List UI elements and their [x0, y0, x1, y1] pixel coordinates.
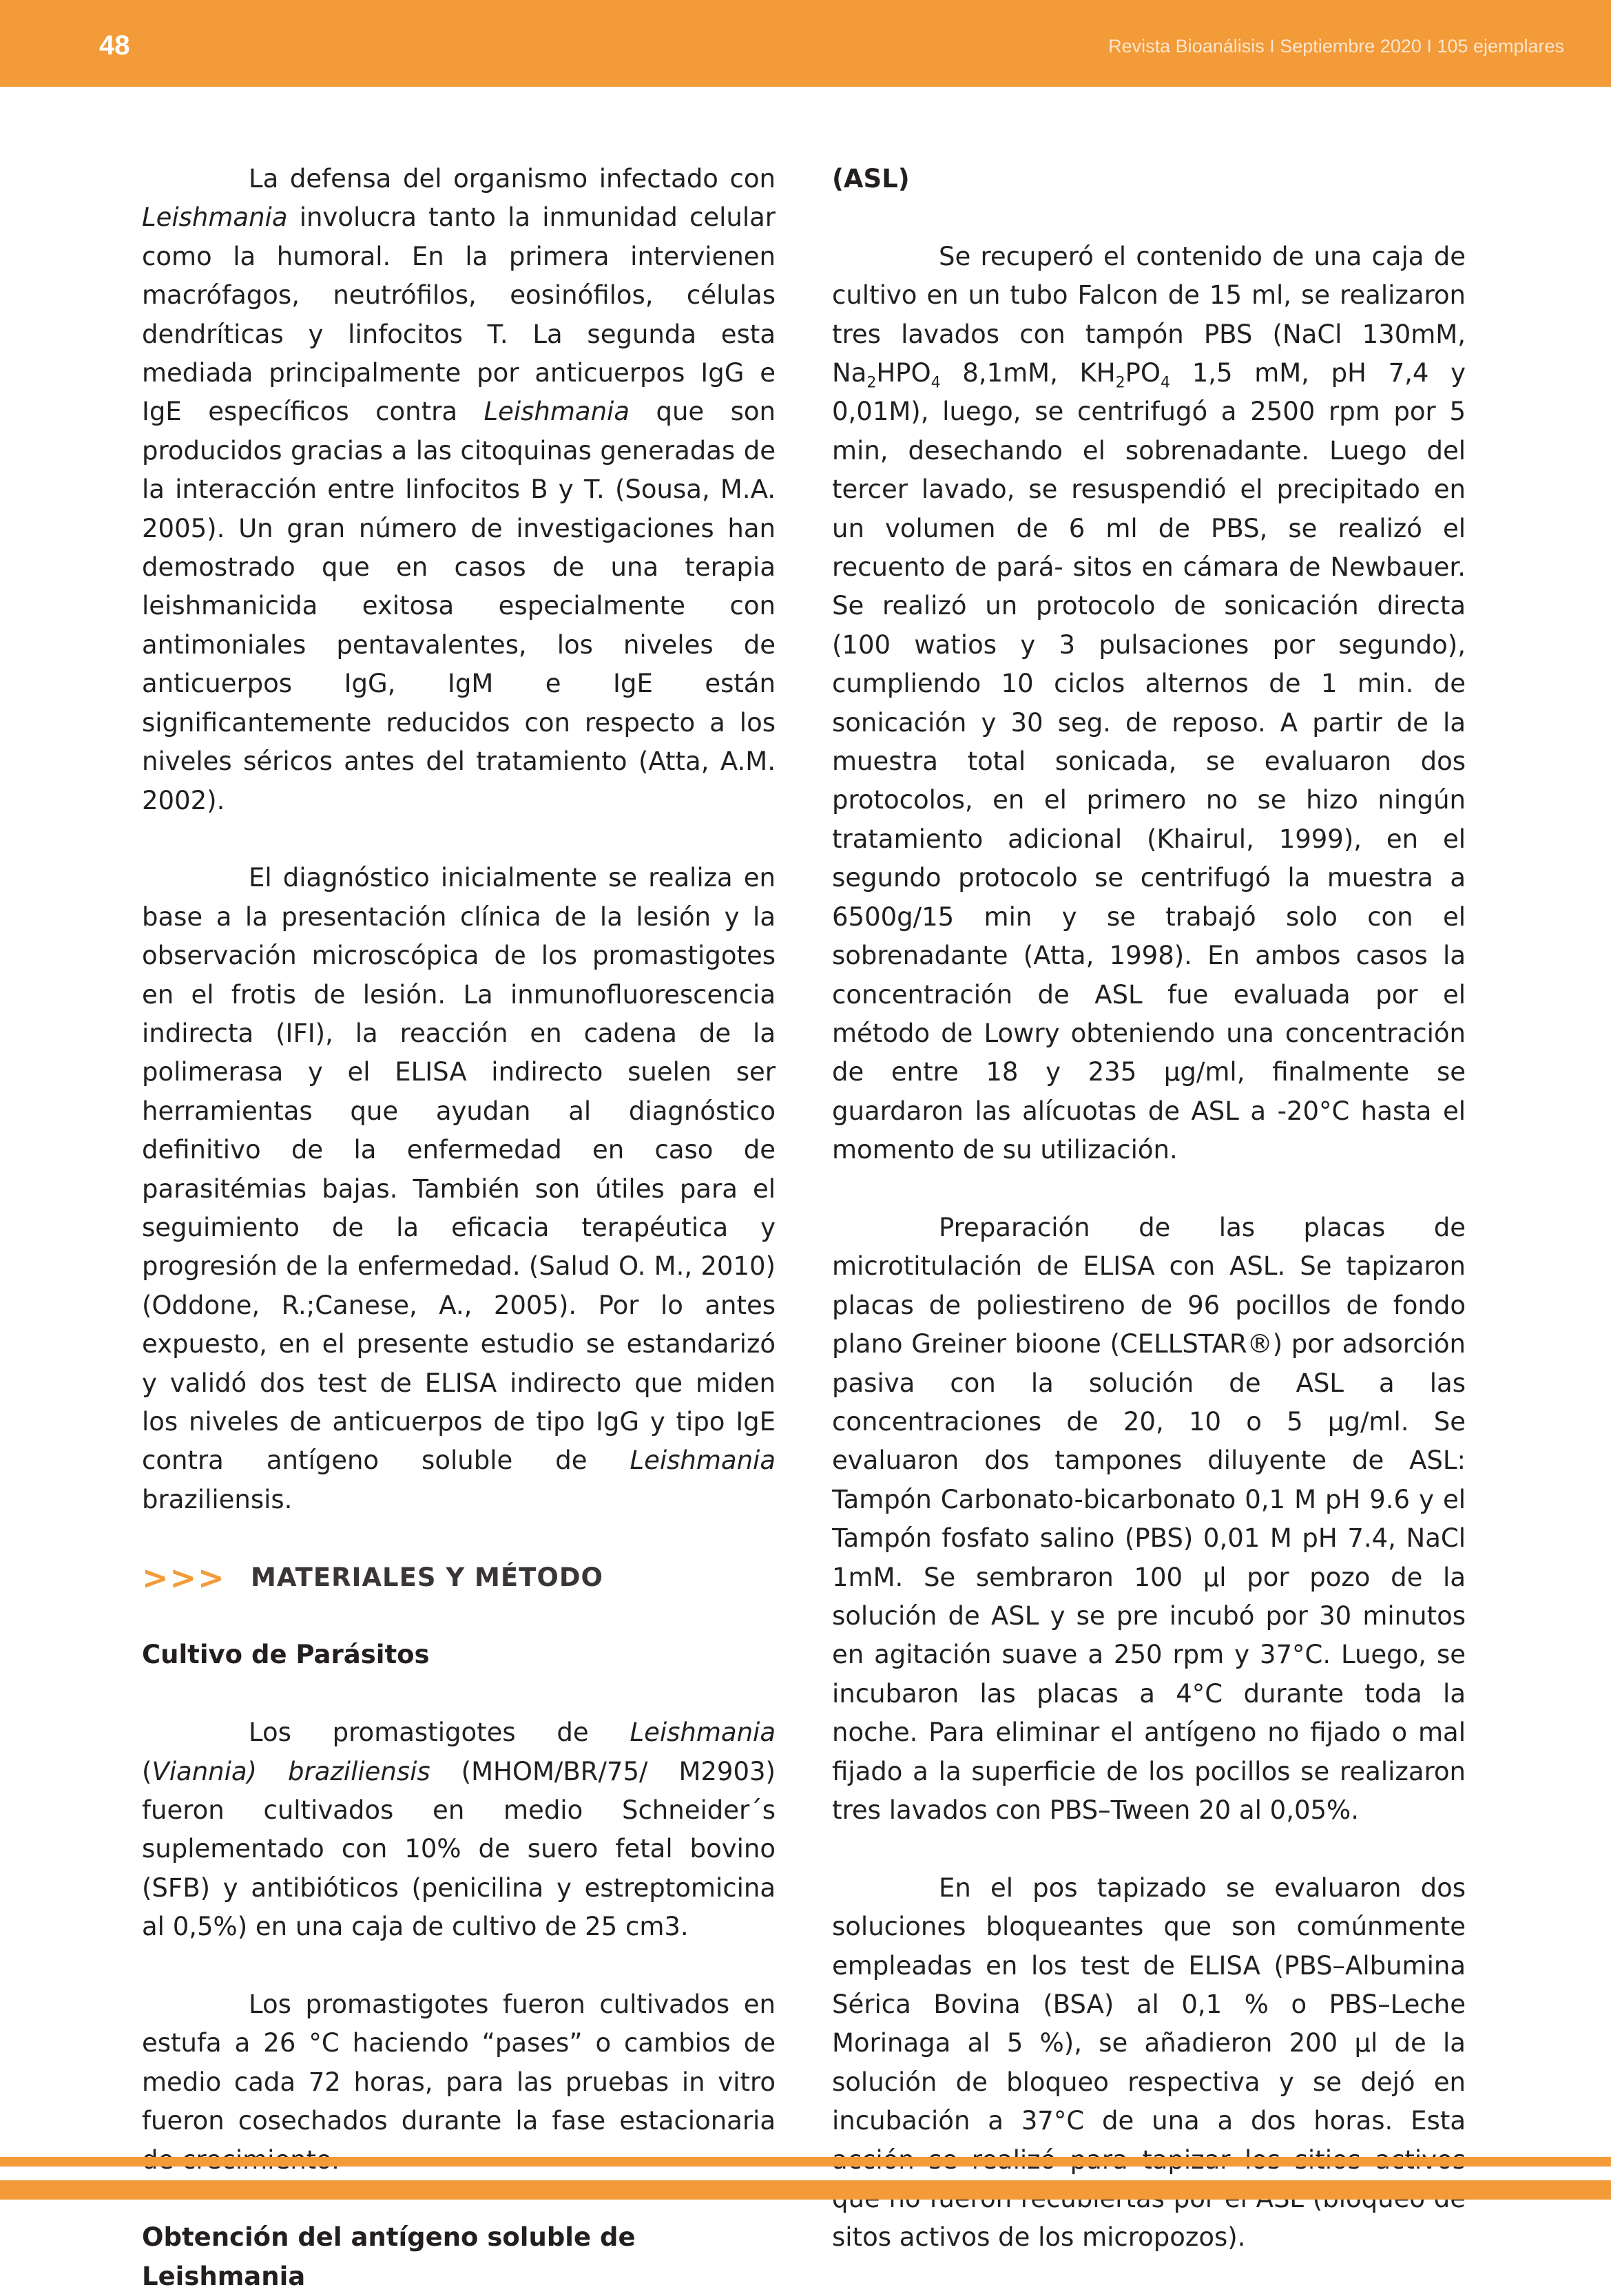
footer-line-bottom [0, 2180, 1611, 2200]
right-column [832, 160, 1466, 2257]
paragraph-asl-preparation: Se recuperó el contenido de una caja de cultivo en un tubo Falcon de 15 ml, se realizaron tres lavados con tampón PBS (NaCl 130mM, $Na_2HPO_4$ 8,1mM, $KH_2PO_4$ 1,5 mM, pH 7,4 y 0,01M), luego, se centrifugó a 2500 rpm por 5 min, desechando el sobrenadante. Luego del tercer lavado, se resuspendió el precipitado en un volumen de 6 ml de PBS, se realizó el recuento de pará- sitos en cámara de Newbauer. Se realizó un protocolo de sonicación directa (100 watios y 3 pulsaciones por segundo), cumpliendo 10 ciclos alternos de 1 min. de sonicación y 30 seg. de reposo. A partir de la muestra total sonicada, se evaluaron dos protocolos, en el primero no se hizo ningún tratamiento adicional (Khairul, 1999), en el segundo protocolo se centrifugó la muestra a 6500g/15 min y se trabajó solo con el sobrenadante (Atta, 1998). En ambos casos la concentración de ASL fue evaluada por el método de Lowry obteniendo una concentración de entre 18 y 235 µg/ml, finalmente se guardaron las alícuotas de ASL a -20°C hasta el momento de su utilización. [832, 241, 1466, 1165]
section-heading [142, 1558, 776, 1597]
paragraph-passages: Los promastigotes fueron cultivados en estufa a 26 °C haciendo “pases” o cambios de medio cada 72 horas, para las pruebas in vitro fueron cosechados durante la fase estacionaria [142, 1990, 776, 2136]
header-bar [0, 0, 1611, 87]
subheading-asl: (ASL) [832, 164, 910, 194]
paragraph-diagnosis: El diagnóstico inicialmente se realiza en base a la presentación clínica de la lesión y la observación microscópica de los promastigotes en el frotis de lesión. La inmunofluorescencia indirecta (IFI), la reacción en cadena de la polimerasa y el ELISA indirecto suelen ser herramientas que ayudan al diagnóstico definitivo de la enfermedad en caso de parasitémias bajas. También son útiles para el seguimiento de la eficacia terapéutica y progresión de la enfermedad. (Salud O. M., 2010) (Oddone, R.;Canese, A., 2005). Por lo antes expuesto, en el presente estudio se estandarizó y validó dos test de ELISA indirecto que miden los niveles de anticuerpos de tipo IgG y tipo IgE contra antígeno soluble de Leishmania braziliensis. [142, 863, 776, 1514]
paragraph-immunity: La defensa del organismo infectado con Leishmania involucra tanto la inmunidad celular como la humoral. En la primera intervienen macrófagos, neutrófilos, eosinófilos, células dendríticas y linfocitos T. La segunda esta mediada principalmente por anticuerpos IgG e IgE específicos contra Leishmania que son producidos gracias a las citoquinas generadas de la interacción entre linfocitos B y T. (Sousa, M.A. 2005). Un gran número de investigaciones han demostrado que en casos de una terapia leishmanicida exitosa especialmente con antimoniales pentavalentes, los niveles de anticuerpos IgG, IgM e IgE están significantemente reducidos con respecto a los niveles séricos antes del tratamiento (Atta, A.M. 2002). [142, 164, 776, 815]
paragraph-blocking: En el pos tapizado se evaluaron dos soluciones bloqueantes que son comúnmente empleadas en los test de ELISA (PBS–Albumina Sérica Bovina (BSA) al 0,1 % o PBS–Leche Morinaga al 5 %), se añadieron 200 µl de la solución de bloqueo respectiva y se dejó en incubación a 37°C de una a dos horas. Esta sitos activos de los micropozos). [832, 1872, 1466, 2253]
journal-info: Revista Bioanálisis I Septiembre 2020 I 105 ejemplares [1108, 36, 1564, 56]
page-number: 48 [99, 30, 130, 61]
paragraph-plates: Preparación de las placas de microtitulación de ELISA con ASL. Se tapizaron placas de poliestireno de 96 pocillos de fondo plano Greiner bioone (CELLSTAR®) por adsorción pasiva con la solución de ASL a las concentraciones de 20, 10 o 5 µg/ml. Se evaluaron dos tampones diluyente de ASL: Tampón Carbonato-bicarbonato 0,1 M pH 9.6 y el Tampón fosfato salino (PBS) 0,01 M pH 7.4, NaCl 1mM. Se sembraron 100 µl por pozo de la solución de ASL y se pre incubó por 30 minutos en agitación suave a 250 rpm y 37°C. Luego, se incubaron las placas a 4°C durante toda la noche. Para eliminar el antígeno no fijado o mal fijado a la superficie de los pocillos se realizaron tres lavados con PBS–Tween 20 al 0,05%. [832, 1212, 1466, 1826]
left-column [142, 160, 776, 2296]
section-title: MATERIALES Y MÉTODO [251, 1562, 603, 1592]
subheading-culture: Cultivo de Parásitos [142, 1640, 430, 1670]
footer-line-top [0, 2157, 1611, 2167]
paragraph-culture: Los promastigotes de Leishmania (Viannia) braziliensis (MHOM/BR/75/ M2903) fueron cultivados en medio Schneider´s suplementado con 10% de suero fetal bovino (SFB) y antibióticos (penicilina y estreptomicina al 0,5%) en una caja de cultivo de 25 cm3. [142, 1718, 776, 1942]
section-arrows-icon: >>> [142, 1558, 226, 1596]
subheading-antigen: Obtención del antígeno soluble de Leishmania [142, 2222, 636, 2291]
